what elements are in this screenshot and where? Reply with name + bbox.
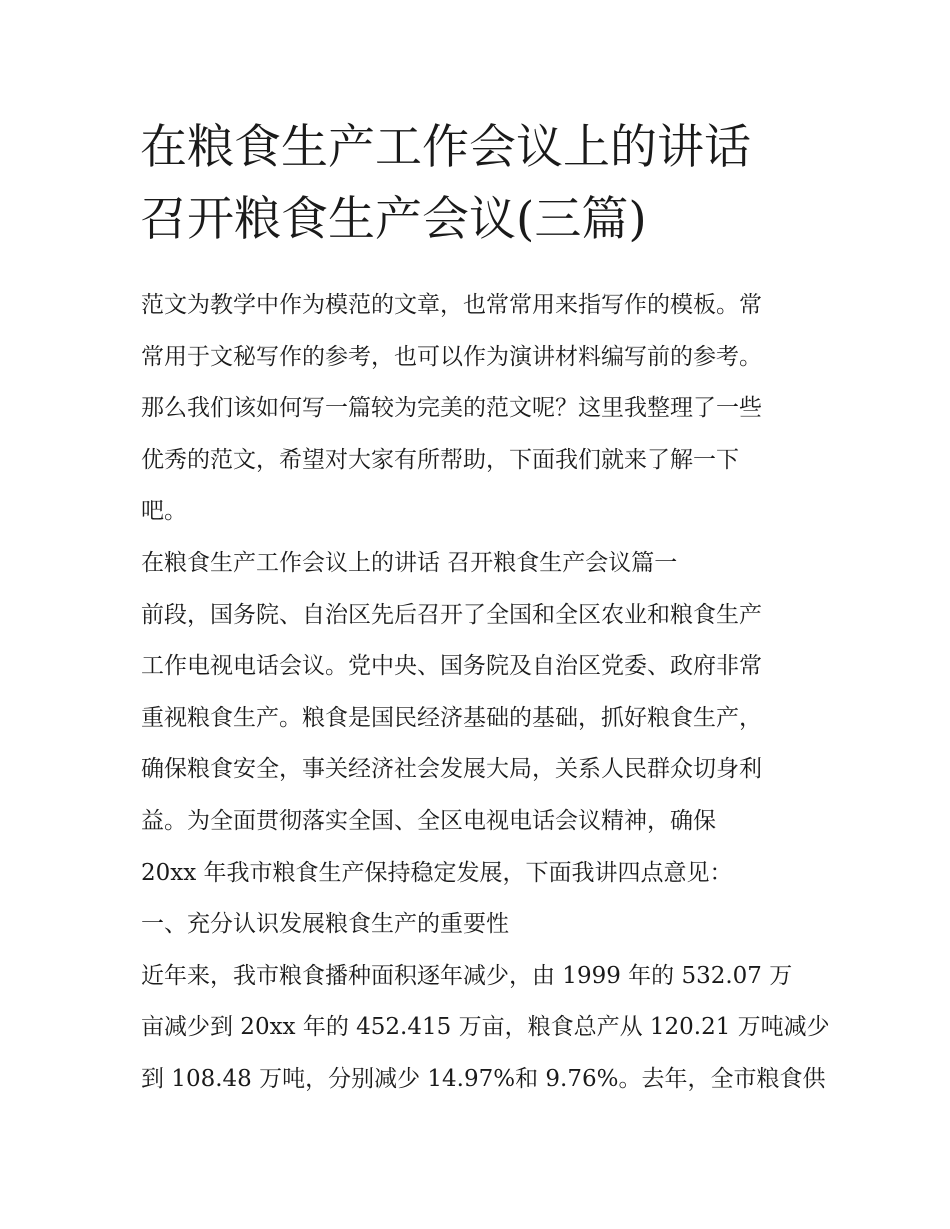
title-line: 召开粮食生产会议(三篇) <box>140 192 647 247</box>
subsection-heading: 一、充分认识发展粮食生产的重要性 <box>141 911 509 938</box>
body-line: 那么我们该如何写一篇较为完美的范文呢？这里我整理了一些 <box>141 395 762 422</box>
body-line: 到 108.48 万吨，分别减少 14.97%和 9.76%。去年，全市粮食供 <box>141 1065 826 1092</box>
body-line: 益。为全面贯彻落实全国、全区电视电话会议精神，确保 <box>141 807 716 834</box>
body-line: 20xx 年我市粮食生产保持稳定发展，下面我讲四点意见： <box>141 859 733 886</box>
body-line: 范文为教学中作为模范的文章，也常常用来指写作的模板。常 <box>141 292 762 318</box>
body-line: 吧。 <box>141 498 187 525</box>
body-line: 确保粮食安全，事关经济社会发展大局，关系人民群众切身利 <box>141 756 762 783</box>
body-line: 前段，国务院、自治区先后召开了全国和全区农业和粮食生产 <box>141 601 762 628</box>
body-line: 重视粮食生产。粮食是国民经济基础的基础，抓好粮食生产， <box>141 704 762 731</box>
title-line: 在粮食生产工作会议上的讲话 <box>140 120 751 175</box>
section-heading: 在粮食生产工作会议上的讲话 召开粮食生产会议篇一 <box>141 549 678 576</box>
body-line: 亩减少到 20xx 年的 452.415 万亩，粮食总产从 120.21 万吨减少 <box>141 1014 830 1041</box>
body-line: 近年来，我市粮食播种面积逐年减少，由 1999 年的 532.07 万 <box>141 962 793 989</box>
body-line: 常用于文秘写作的参考，也可以作为演讲材料编写前的参考。 <box>141 343 762 370</box>
document-title <box>140 112 830 256</box>
body-line: 工作电视电话会议。党中央、国务院及自治区党委、政府非常 <box>141 653 762 680</box>
document-body <box>141 280 830 1106</box>
body-line: 优秀的范文，希望对大家有所帮助，下面我们就来了解一下 <box>141 446 739 473</box>
